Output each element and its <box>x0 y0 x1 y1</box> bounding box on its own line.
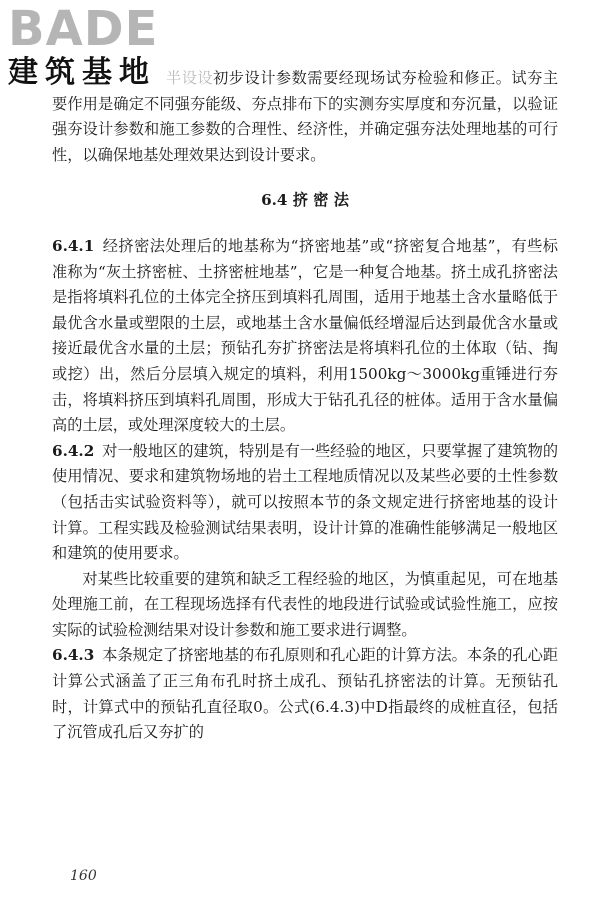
clause-6-4-2 <box>52 439 558 567</box>
clause-number: 6.4.1 <box>52 236 95 255</box>
section-heading: 6.4 挤 密 法 <box>261 191 349 210</box>
paragraph-2: 对某些比较重要的建筑和缺乏工程经验的地区，为慎重起见，可在地基处理施工前，在工程现场选择有代表性的地段进行试验或试验性施工，应按实际的试验检测结果对设计参数和施工要求进行调整。 <box>52 569 558 639</box>
document-body <box>52 66 558 746</box>
clause-text: 经挤密法处理后的地基称为“挤密地基”或“挤密复合地基”，有些标准称为“灰土挤密桩、土挤密桩地基”，它是一种复合地基。挤土成孔挤密法是指将填料孔位的土体完全挤压到填料孔周围，适用于地基土含水量略低于最优含水量或塑限的土层，或地基土含水量偏低经增湿后达到最优含水量或接近最优含水量的土层；预钻孔夯扩挤密法是将填料孔位的土体取（钻、掏或挖）出，然后分层填入规定的填料，利用1500kg～3000kg重锤进行夯击，将填料挤压到填料孔周围，形成大于钻孔孔径的桩体。适用于含水量偏高的土层，或处理深度较大的土层。 <box>52 236 558 435</box>
intro-paragraph: 半设设初步设计参数需要经现场试夯检验和修正。试夯主要作用是确定不同强夯能级、夯点排布下的实测夯实厚度和夯沉量，以验证强夯设计参数和施工参数的合理性、经济性，并确定强夯法处理地基的可行性，以确保地基处理效果达到设计要求。 <box>52 69 559 164</box>
page-number: 160 <box>70 868 97 884</box>
logo-brand: BADE <box>8 1 159 57</box>
clause-6-4-3 <box>52 643 558 745</box>
clause-text: 本条规定了挤密地基的布孔原则和孔心距的计算方法。本条的孔心距计算公式涵盖了正三角布孔时挤土成孔、预钻孔挤密法的计算。无预钻孔时，计算式中的预钻孔直径取0。公式(6.4.3)中D指最终的成桩直径，包括了沉管成孔后又夯扩的 <box>52 646 558 742</box>
clause-number: 6.4.3 <box>52 646 95 665</box>
clause-text: 对一般地区的建筑，特别是有一些经验的地区，只要掌握了建筑物的使用情况、要求和建筑物场地的岩土工程地质情况以及某些必要的土性参数（包括击实试验资料等），就可以按照本节的条文规定进行挤密地基的设计计算。工程实践及检验测试结果表明，设计计算的准确性能够满足一般地区和建筑的使用要求。 <box>52 441 558 563</box>
clause-6-4-1 <box>52 234 558 439</box>
clause-number: 6.4.2 <box>52 441 95 460</box>
logo-subtitle: 建筑基地 <box>8 55 156 90</box>
watermark: 半设设 <box>166 69 214 87</box>
